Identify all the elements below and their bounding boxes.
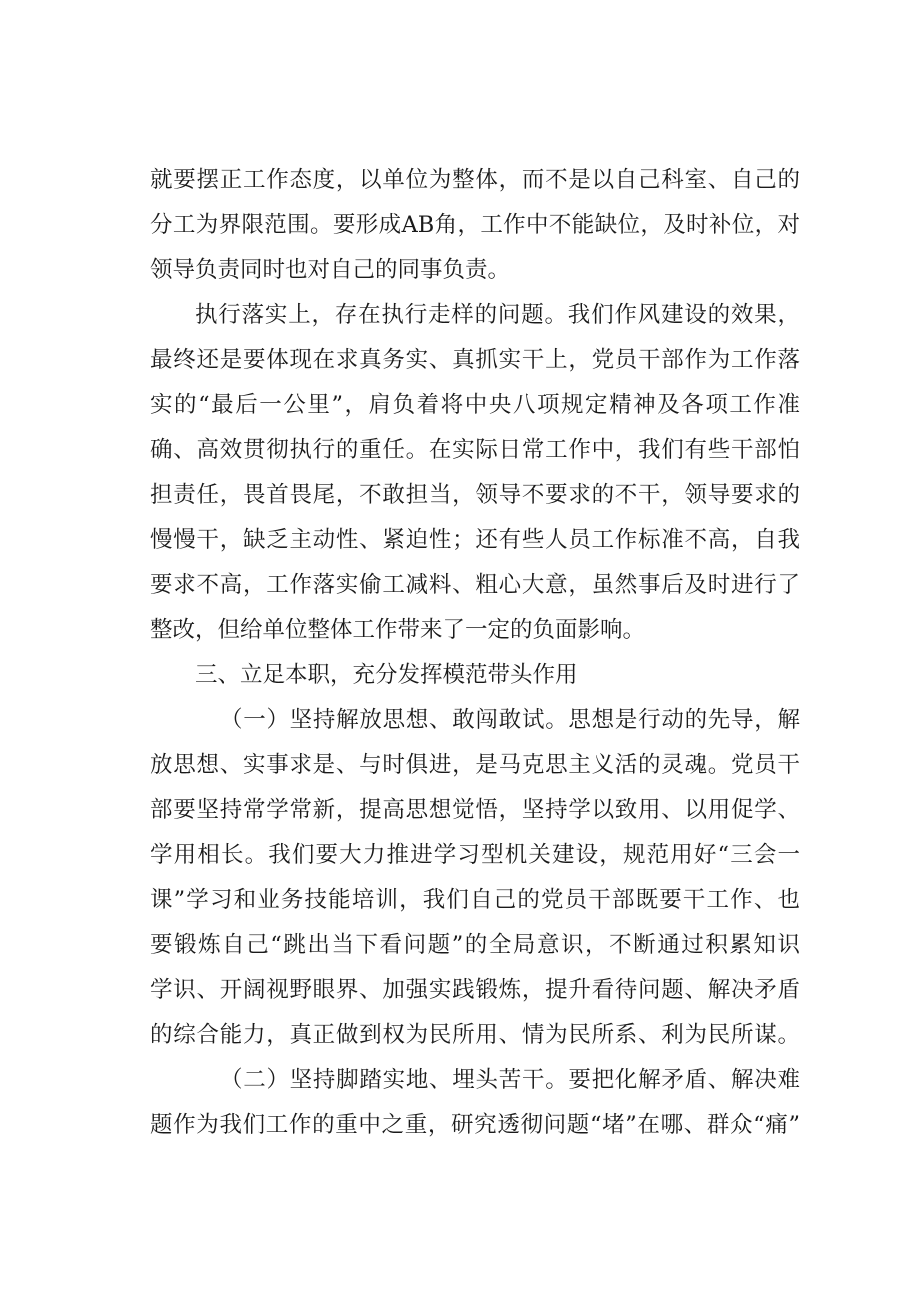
text-line: 最终还是要体现在求真务实、真抓实干上，党员干部作为工作落	[150, 347, 800, 373]
text-line: 题作为我们工作的重中之重，研究透彻问题“堵”在哪、群众“痛”	[150, 1112, 800, 1138]
text-line: 要求不高，工作落实偷工减料、粗心大意，虽然事后及时进行了	[150, 572, 800, 598]
text-line: 执行落实上，存在执行走样的问题。我们作风建设的效果，	[195, 302, 800, 328]
text-line: 慢慢干，缺乏主动性、紧迫性；还有些人员工作标准不高，自我	[150, 527, 800, 553]
text-line: 领导负责同时也对自己的同事负责。	[150, 257, 511, 283]
section-heading: 三、立足本职，充分发挥模范带头作用	[195, 662, 578, 688]
text-line: （二）坚持脚踏实地、埋头苦干。要把化解矛盾、解决难	[220, 1067, 800, 1093]
text-line: 分工为界限范围。要形成AB角，工作中不能缺位，及时补位，对	[150, 212, 800, 238]
text-line: 学识、开阔视野眼界、加强实践锻炼，提升看待问题、解决矛盾	[150, 977, 800, 1003]
text-line: 部要坚持常学常新，提高思想觉悟，坚持学以致用、以用促学、	[150, 797, 800, 823]
text-line: 放思想、实事求是、与时俱进，是马克思主义活的灵魂。党员干	[150, 752, 800, 778]
text-line: 整改，但给单位整体工作带来了一定的负面影响。	[150, 617, 646, 643]
text-line: 学用相长。我们要大力推进学习型机关建设，规范用好“三会一	[150, 842, 800, 868]
text-line: 实的“最后一公里”，肩负着将中央八项规定精神及各项工作准	[150, 392, 800, 418]
text-line: 就要摆正工作态度，以单位为整体，而不是以自己科室、自己的	[150, 167, 800, 193]
text-line: 要锻炼自己“跳出当下看问题”的全局意识，不断通过积累知识	[150, 932, 800, 958]
text-line: 课”学习和业务技能培训，我们自己的党员干部既要干工作、也	[150, 887, 800, 913]
text-line: 确、高效贯彻执行的重任。在实际日常工作中，我们有些干部怕	[150, 437, 800, 463]
text-line: （一）坚持解放思想、敢闯敢试。思想是行动的先导，解	[220, 707, 800, 733]
text-line: 担责任，畏首畏尾，不敢担当，领导不要求的不干，领导要求的	[150, 482, 800, 508]
text-line: 的综合能力，真正做到权为民所用、情为民所系、利为民所谋。	[150, 1022, 800, 1048]
